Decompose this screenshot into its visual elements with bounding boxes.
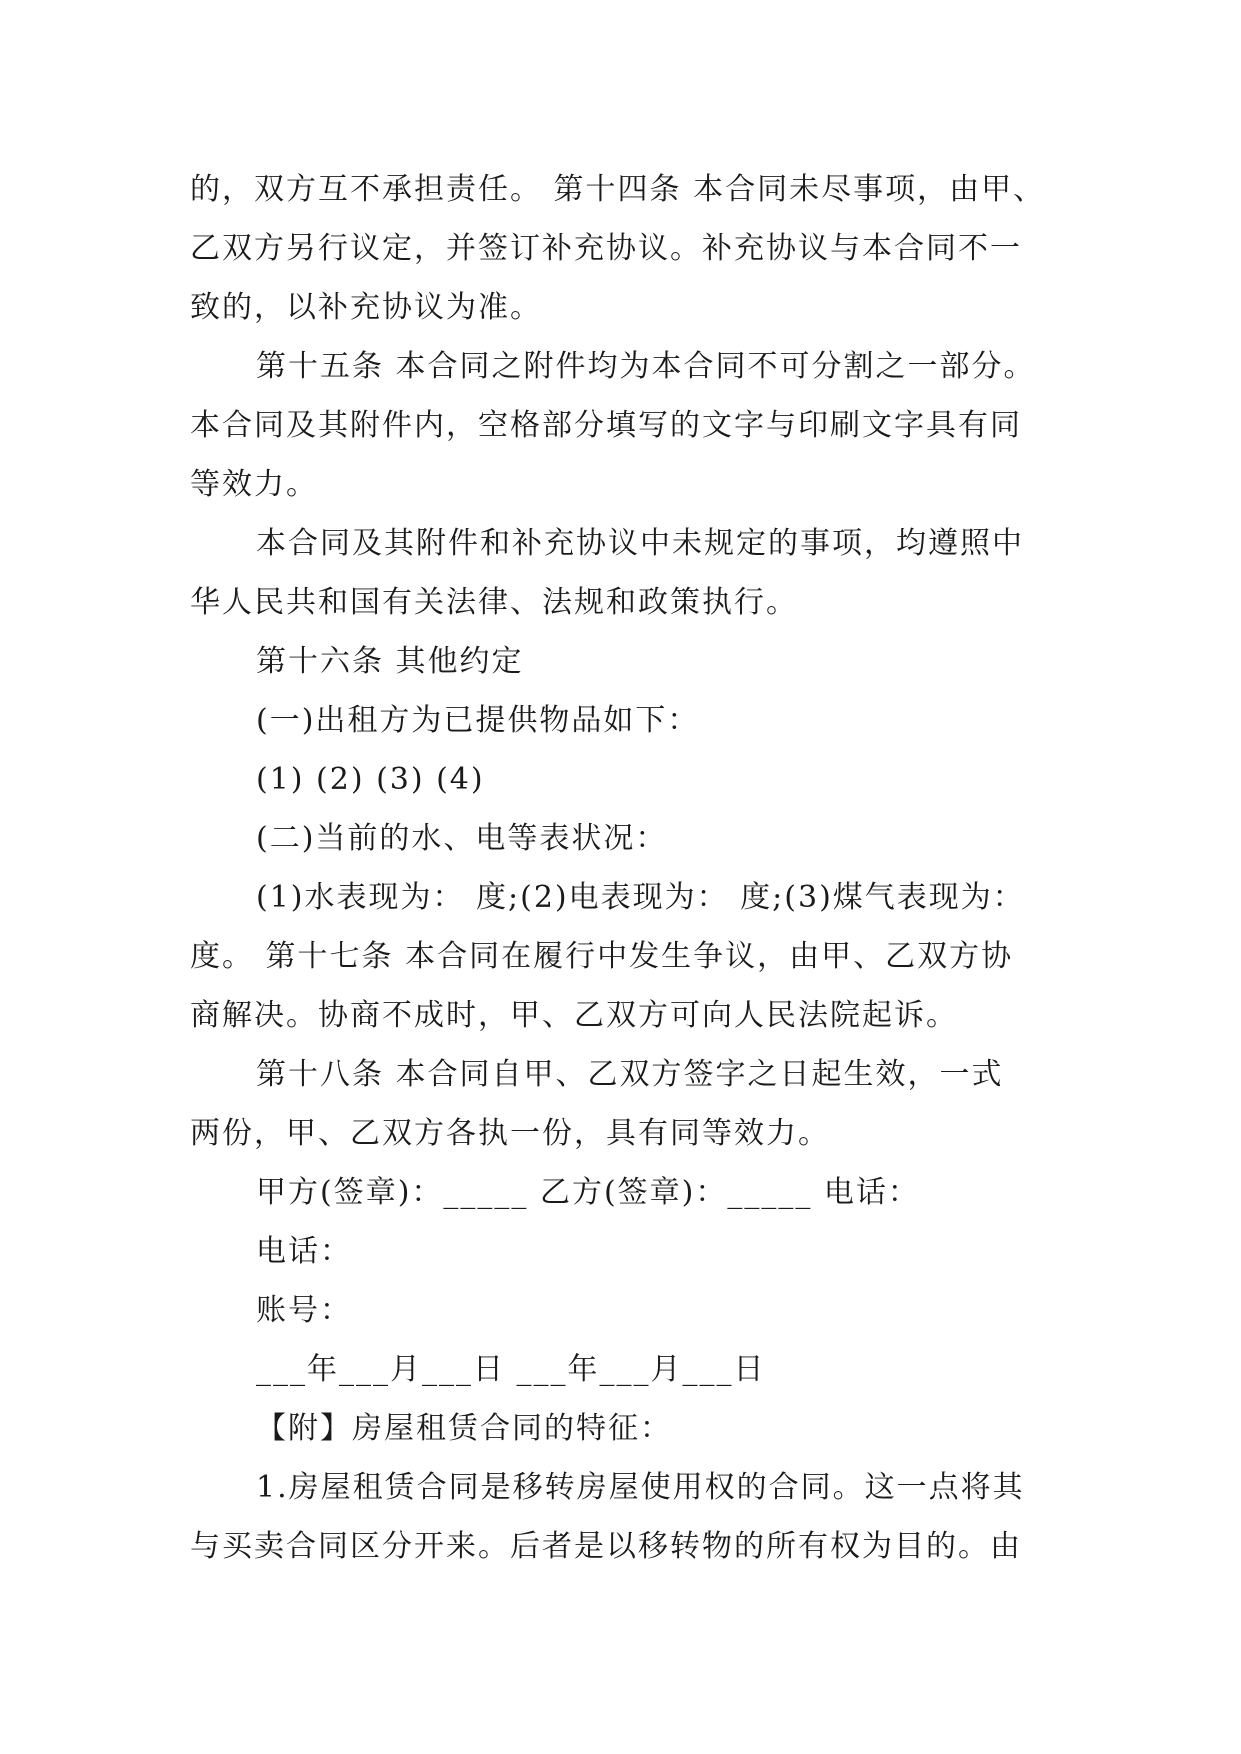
text-line: 度。 第十七条 本合同在履行中发生争议，由甲、乙双方协 bbox=[190, 939, 1014, 974]
text-line: (1)水表现为： 度;(2)电表现为： 度;(3)煤气表现为： bbox=[256, 880, 1025, 915]
text-line: 第十八条 本合同自甲、乙双方签字之日起生效，一式 bbox=[256, 1057, 1004, 1092]
document-body bbox=[190, 160, 1050, 1576]
text-line: 乙双方另行议定，并签订补充协议。补充协议与本合同不一 bbox=[190, 231, 1022, 266]
text-line: 等效力。 bbox=[190, 467, 318, 502]
text-line: 两份，甲、乙双方各执一份，具有同等效力。 bbox=[190, 1116, 830, 1151]
text-line: 1.房屋租赁合同是移转房屋使用权的合同。这一点将其 bbox=[256, 1470, 1025, 1505]
text-line: 账号： bbox=[256, 1293, 352, 1328]
text-line: 致的，以补充协议为准。 bbox=[190, 290, 542, 325]
text-line: 本合同及其附件内，空格部分填写的文字与印刷文字具有同 bbox=[190, 408, 1022, 443]
text-line: (1) (2) (3) (4) bbox=[256, 762, 485, 797]
text-line: 第十六条 其他约定 bbox=[256, 644, 524, 679]
text-line: (二)当前的水、电等表状况： bbox=[256, 821, 668, 856]
text-line: 甲方(签章)：_____ 乙方(签章)：_____ 电话： bbox=[256, 1175, 920, 1210]
text-line: (一)出租方为已提供物品如下： bbox=[256, 703, 700, 738]
text-line: 的，双方互不承担责任。 第十四条 本合同未尽事项，由甲、 bbox=[190, 172, 1046, 207]
text-line: 电话： bbox=[256, 1234, 352, 1269]
text-line: 第十五条 本合同之附件均为本合同不可分割之一部分。 bbox=[256, 349, 1036, 384]
text-line: 与买卖合同区分开来。后者是以移转物的所有权为目的。由 bbox=[190, 1529, 1022, 1564]
text-line: 【附】房屋租赁合同的特征： bbox=[256, 1411, 672, 1446]
text-line: 华人民共和国有关法律、法规和政策执行。 bbox=[190, 585, 798, 620]
text-line: 本合同及其附件和补充协议中未规定的事项，均遵照中 bbox=[256, 526, 1024, 561]
text-line: 商解决。协商不成时，甲、乙双方可向人民法院起诉。 bbox=[190, 998, 958, 1033]
text-line: ___年___月___日 ___年___月___日 bbox=[256, 1352, 766, 1387]
